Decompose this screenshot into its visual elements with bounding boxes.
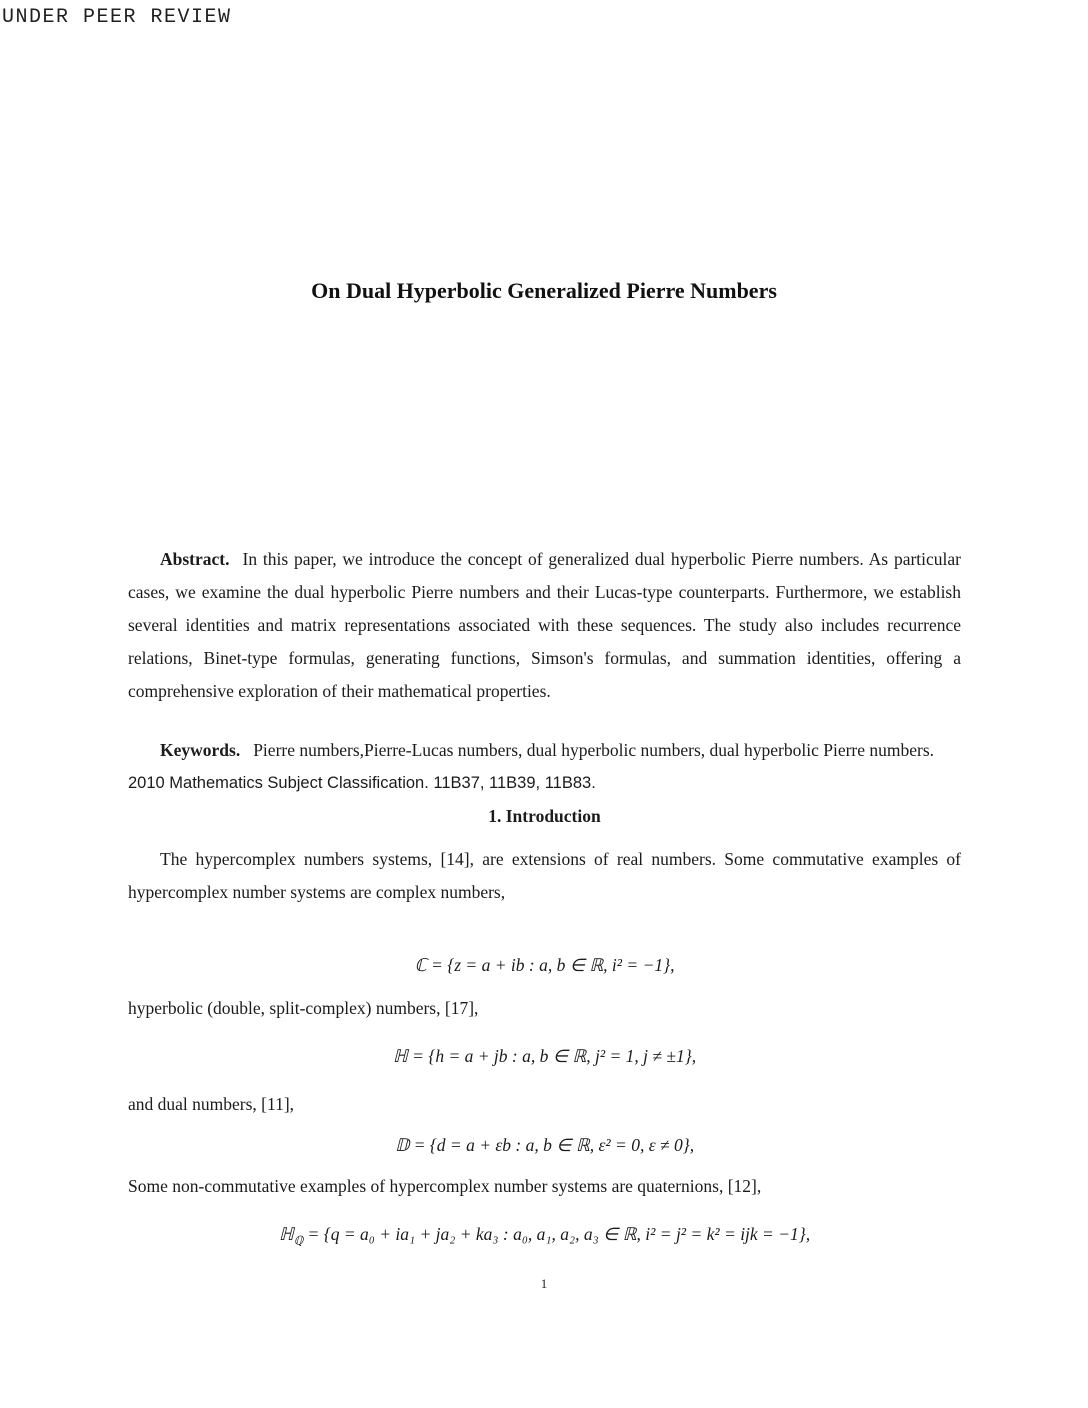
keywords-label: Keywords.	[160, 740, 241, 760]
equation-hyperbolic-numbers: ℍ = {h = a + jb : a, b ∈ ℝ, j² = 1, j ≠ ±1},	[392, 1046, 697, 1066]
abstract-text: In this paper, we introduce the concept of generalized dual hyperbolic Pierre numbers. As particular cases, we examine the dual hyperbolic Pierre numbers and their Lucas-type counterparts. Furthermore, we establish several identities and matrix representations associated with these sequences. The study also includes recurrence relations, Binet-type formulas, generating functions, Simson's formulas, and summation identities, offering a comprehensive exploration of their mathematical properties.	[128, 549, 961, 701]
quaternion-set-symbol: ℍ	[278, 1224, 294, 1244]
equation-dual-numbers: 𝔻 = {d = a + εb : a, b ∈ ℝ, ε² = 0, ε ≠ 0},	[394, 1135, 695, 1155]
intro-paragraph-3: and dual numbers, [11],	[128, 1094, 295, 1114]
page-number: 1	[540, 1276, 548, 1291]
abstract-label: Abstract.	[160, 549, 230, 569]
section-heading-introduction: 1. Introduction	[488, 806, 601, 826]
abstract-paragraph	[128, 543, 961, 708]
intro-paragraph-4: Some non-commutative examples of hypercomplex number systems are quaternions, [12],	[128, 1176, 762, 1196]
paper-body	[128, 543, 961, 1258]
msc-line: 2010 Mathematics Subject Classification. 11B37, 11B39, 11B83.	[128, 774, 596, 792]
keywords-text: Pierre numbers,Pierre-Lucas numbers, dual hyperbolic numbers, dual hyperbolic Pierre numbers.	[253, 740, 935, 760]
quaternion-set-subscript: ℚ	[293, 1233, 304, 1248]
intro-paragraph-2: hyperbolic (double, split-complex) numbers, [17],	[128, 998, 479, 1018]
paper-title: On Dual Hyperbolic Generalized Pierre Numbers	[311, 278, 777, 303]
equation-quaternions	[128, 1218, 961, 1258]
peer-review-watermark: UNDER PEER REVIEW	[2, 6, 232, 29]
intro-paragraph-1: The hypercomplex numbers systems, [14], are extensions of real numbers. Some commutative examples of hypercomplex number systems are complex numbers,	[128, 849, 961, 902]
equation-complex-numbers: ℂ = {z = a + ib : a, b ∈ ℝ, i² = −1},	[414, 955, 675, 975]
quaternion-definition: = {q = a₀ + ia₁ + ja₂ + ka₃ : a₀, a₁, a₂, a₃ ∈ ℝ, i² = j² = k² = ijk = −1},	[303, 1224, 811, 1244]
keywords-paragraph	[128, 734, 961, 767]
